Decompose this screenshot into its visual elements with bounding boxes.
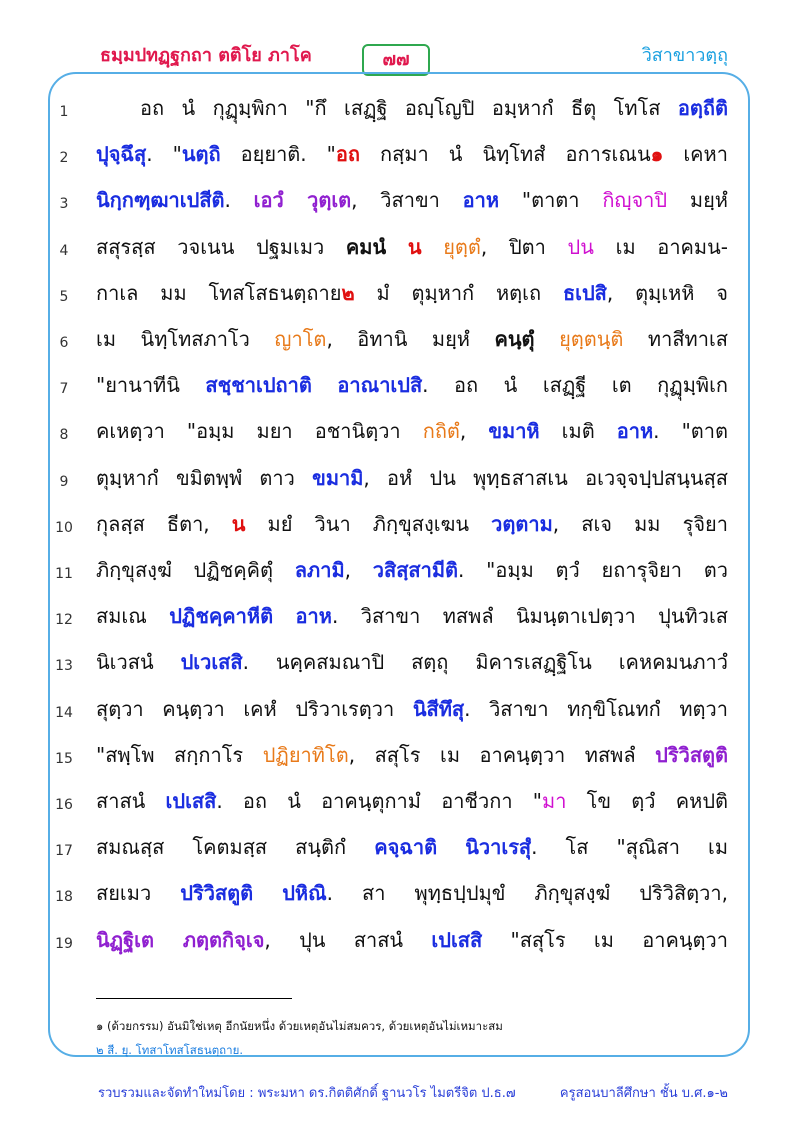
- text-segment: [437, 835, 465, 859]
- highlighted-word: ปหิณิ: [282, 881, 327, 906]
- text-segment: มํ ตุมฺหากํ หตฺเถ: [354, 280, 563, 305]
- highlighted-word: ยุตฺตํ: [443, 234, 481, 259]
- line-number: 17: [55, 843, 73, 860]
- text-line: [0, 90, 800, 136]
- text-segment: อถ นํ กุฏุมฺพิกา "กึ เสฏฺฐิ อญฺโญปิ อมฺหากํ ธีตุ โทโส: [140, 96, 678, 120]
- text-segment: สสุรสฺส วจเนน ปฐมเมว: [96, 234, 346, 259]
- highlighted-word: มา: [542, 789, 567, 813]
- text-segment: "สพฺโพ สกฺกาโร: [96, 742, 263, 767]
- text-line: [0, 783, 800, 829]
- text-segment: [312, 373, 338, 397]
- text-segment: . "อมฺม ตฺวํ ยถารุจิยา ตว: [458, 558, 728, 582]
- text-segment: มยฺหํ: [667, 188, 728, 213]
- highlighted-word: เปเสสิ: [165, 789, 217, 813]
- text-line: [0, 229, 800, 275]
- line-text: [96, 875, 728, 911]
- line-text: [96, 737, 728, 773]
- text-segment: , ปุน สาสนํ: [264, 927, 432, 952]
- text-segment: โข ตฺวํ คหปติ: [566, 789, 728, 813]
- line-text: [96, 552, 728, 588]
- text-segment: , ตุมฺเหหิ จ: [606, 280, 728, 305]
- line-number: 16: [55, 797, 73, 813]
- highlighted-word: นิวาเรสุํ: [465, 835, 532, 860]
- footer-credit: รวบรวมและจัดทำใหม่โดย : พระมหา ดร.กิตติศักดิ์ ฐานวโร ไมตรีจิต ป.ธ.๗: [98, 1086, 516, 1101]
- running-title: ธมฺมปทฏฺฐกถา ตติโย ภาโค: [100, 45, 312, 66]
- text-segment: เมติ: [539, 419, 617, 444]
- text-segment: [386, 235, 408, 259]
- text-line: [0, 922, 800, 968]
- text-segment: สมณสฺส โคตมสฺส สนฺติกํ: [96, 835, 375, 860]
- highlighted-word: ลภามิ: [294, 558, 345, 582]
- text-line: [0, 136, 800, 182]
- highlighted-word: อาณาเปสิ: [337, 373, 423, 398]
- highlighted-word: ปฏิยาทิโต: [262, 742, 349, 767]
- line-number: 13: [55, 658, 73, 675]
- highlighted-word: สชฺชาเปถาติ: [205, 373, 312, 398]
- text-segment: [422, 235, 444, 259]
- line-number: 19: [55, 935, 73, 952]
- text-segment: ทาสีทาเส: [623, 327, 729, 351]
- line-number: 7: [59, 381, 69, 398]
- text-line: [0, 506, 800, 552]
- line-number: 5: [59, 288, 69, 305]
- text-segment: "ยานาทีนิ: [96, 373, 206, 398]
- text-line: [0, 552, 800, 598]
- highlighted-word: อาห: [295, 604, 332, 629]
- line-number: 18: [55, 889, 73, 906]
- line-text: [96, 644, 728, 680]
- highlighted-word: วตฺตาม: [491, 511, 553, 536]
- text-line: [0, 460, 800, 506]
- text-line: [0, 691, 800, 737]
- text-segment: , วิสาขา: [351, 188, 463, 213]
- text-segment: ,: [459, 419, 489, 444]
- highlighted-word: ธเปสิ: [562, 280, 607, 305]
- highlighted-word: อตฺถีติ: [677, 96, 728, 120]
- text-segment: [535, 327, 560, 351]
- line-number: 2: [59, 150, 69, 167]
- text-line: [0, 598, 800, 644]
- highlighted-word: คจฺฉาติ: [374, 835, 438, 860]
- highlighted-word: ญาโต: [274, 327, 327, 351]
- text-segment: , อหํ ปน พุทฺธสาสเน อเวจฺจปฺปสนฺนสฺส: [363, 465, 728, 490]
- highlighted-word: เปเสสิ: [431, 927, 483, 952]
- highlighted-word: ๒: [341, 280, 355, 305]
- highlighted-word: ขมาหิ: [488, 419, 540, 444]
- highlighted-word: อาห: [616, 419, 654, 444]
- text-line: [0, 737, 800, 783]
- footer-course: ครูสอนบาลีศึกษา ชั้น บ.ศ.๑-๒: [559, 1086, 728, 1101]
- text-segment: , ปิตา: [480, 234, 568, 259]
- highlighted-word: ปฏิชคฺคาหีติ: [169, 604, 274, 629]
- line-text: [96, 182, 728, 218]
- text-segment: มยํ วินา ภิกฺขุสงฺเฆน: [245, 511, 492, 536]
- text-segment: , อิทานิ มยฺหํ: [326, 327, 495, 351]
- text-segment: ,: [344, 558, 373, 582]
- line-number: 6: [59, 335, 69, 351]
- line-number: 8: [59, 427, 69, 444]
- line-text: [96, 783, 728, 819]
- line-text: [96, 136, 728, 172]
- text-segment: "สสุโร เม อาคนฺตฺวา: [482, 927, 728, 952]
- text-segment: สาสนํ: [96, 789, 166, 813]
- text-line: [0, 413, 800, 459]
- line-number: 11: [55, 566, 73, 582]
- highlighted-word: อาห: [462, 188, 500, 213]
- line-number: 4: [59, 242, 69, 259]
- text-segment: สุตฺวา คนฺตฺวา เคหํ ปริวาเรตฺวา: [96, 696, 413, 721]
- footnote-2: ๒ สี. ยุ. โทสาโทสโสธนตฺถาย.: [96, 1043, 243, 1057]
- highlighted-word: นิสีทึสุ: [412, 696, 465, 721]
- line-number: 12: [55, 612, 73, 629]
- text-segment: "ตาตา: [499, 188, 603, 213]
- text-line: [0, 367, 800, 413]
- line-text: [96, 367, 728, 403]
- line-number: 9: [59, 473, 69, 490]
- text-segment: กุลสฺส ธีตา,: [96, 511, 232, 536]
- text-segment: [273, 604, 295, 628]
- text-segment: ตุมฺหากํ ขมิตพฺพํ ตาว: [96, 465, 313, 490]
- highlighted-word: ปเวเสสิ: [180, 650, 243, 675]
- section-title: วิสาขาวตฺถุ: [641, 45, 728, 66]
- text-segment: . วิสาขา ทสพลํ นิมนฺตาเปตฺวา ปุนทิวเส: [331, 604, 728, 629]
- highlighted-word: น: [407, 234, 422, 259]
- line-text: [96, 413, 728, 449]
- text-line: [0, 829, 800, 875]
- text-segment: .: [224, 188, 254, 213]
- highlighted-word: กถิตํ: [422, 419, 460, 444]
- text-segment: นิเวสนํ: [96, 650, 181, 675]
- page-number-box: ๗๗: [362, 44, 430, 76]
- text-segment: , สเจ มม รุจิยา: [552, 511, 728, 536]
- text-segment: . โส "สุณิสา เม: [531, 835, 729, 860]
- text-segment: อยฺยาติ. ": [220, 142, 336, 167]
- highlighted-word: นิฏฺฐิเต ภตฺตกิจฺเจ: [96, 927, 265, 952]
- text-segment: สมเณ: [96, 604, 170, 629]
- highlighted-word: ปน: [567, 234, 594, 259]
- highlighted-word: ยุตฺตนฺติ: [559, 327, 624, 351]
- text-segment: . สา พุทฺธปฺปมุขํ ภิกฺขุสงฺฆํ ปริวิสิตฺวา,: [326, 881, 728, 906]
- line-text: [96, 460, 728, 496]
- line-number: 15: [55, 750, 73, 767]
- highlighted-word: วสิสฺสามีติ: [372, 558, 459, 582]
- text-line: [0, 875, 800, 921]
- highlighted-word: ปริวิสตูติ: [180, 881, 254, 906]
- highlighted-word: ปริวิสตูติ: [655, 742, 729, 767]
- line-text: [96, 275, 728, 311]
- text-segment: . นคฺคสมณาปิ สตฺถุ มิคารเสฏฺฐิโน เคหคมนภาวํ: [242, 650, 729, 675]
- text-segment: . อถ นํ อาคนฺตุกามํ อาชีวกา ": [216, 789, 543, 813]
- text-segment: กาเล มม โทสโสธนตฺถาย: [96, 280, 342, 305]
- line-text: [96, 922, 728, 958]
- highlighted-word: เอวํ วุตฺเต: [253, 188, 352, 213]
- line-number: 3: [59, 196, 69, 213]
- text-segment: ภิกฺขุสงฺฆํ ปฏิชคฺคิตุํ: [96, 558, 295, 582]
- highlighted-word: นตฺถิ: [181, 142, 221, 167]
- highlighted-word: ปุจฺฉึสุ: [96, 142, 147, 167]
- highlighted-word: คมนํ: [345, 234, 387, 259]
- line-text: [96, 321, 728, 357]
- text-segment: สยเมว: [96, 881, 181, 906]
- highlighted-word: นิกฺกฑฺฒาเปสีติ: [96, 188, 225, 213]
- highlighted-word: คนฺตุํ: [494, 327, 535, 351]
- text-segment: คเหตฺวา "อมฺม มยา อชานิตฺวา: [96, 419, 423, 444]
- line-text: [96, 506, 728, 542]
- line-text: [96, 829, 728, 865]
- text-segment: . วิสาขา ทกฺขิโณทกํ ทตฺวา: [464, 696, 729, 721]
- footnote-divider: [96, 998, 292, 999]
- highlighted-word: ๑: [650, 142, 664, 167]
- line-text: [96, 598, 728, 634]
- text-line: [0, 321, 800, 367]
- text-line: [0, 644, 800, 690]
- text-line: [0, 182, 800, 228]
- text-segment: เม นิทฺโทสภาโว: [96, 327, 275, 351]
- line-text: [96, 691, 728, 727]
- line-number: 1: [59, 104, 69, 120]
- text-segment: [253, 881, 282, 905]
- footnote-1: ๑ (ด้วยกรรม) อันมิใช่เหตุ อีกนัยหนึ่ง ด้วยเหตุอันไม่สมควร, ด้วยเหตุอันไม่เหมาะสม: [96, 1019, 503, 1033]
- text-segment: . อถ นํ เสฏฺฐี เต กุฏุมฺพิเก: [422, 373, 729, 398]
- text-segment: , สสุโร เม อาคนฺตฺวา ทสพลํ: [348, 742, 656, 767]
- text-segment: เคหา: [663, 142, 728, 167]
- highlighted-word: ขมามิ: [312, 465, 364, 490]
- text-segment: เม อาคมน-: [593, 234, 728, 259]
- highlighted-word: อถ: [335, 142, 360, 167]
- text-line: [0, 275, 800, 321]
- text-segment: . ": [146, 142, 182, 167]
- line-number: 14: [55, 704, 73, 721]
- line-number: 10: [55, 519, 73, 536]
- line-text: [96, 229, 728, 265]
- line-text: [140, 90, 728, 126]
- text-segment: . "ตาต: [653, 419, 728, 444]
- text-segment: กสฺมา นํ นิทฺโทสํ อการเณน: [360, 142, 651, 167]
- highlighted-word: กิญฺจาปิ: [602, 188, 668, 213]
- highlighted-word: น: [231, 511, 246, 536]
